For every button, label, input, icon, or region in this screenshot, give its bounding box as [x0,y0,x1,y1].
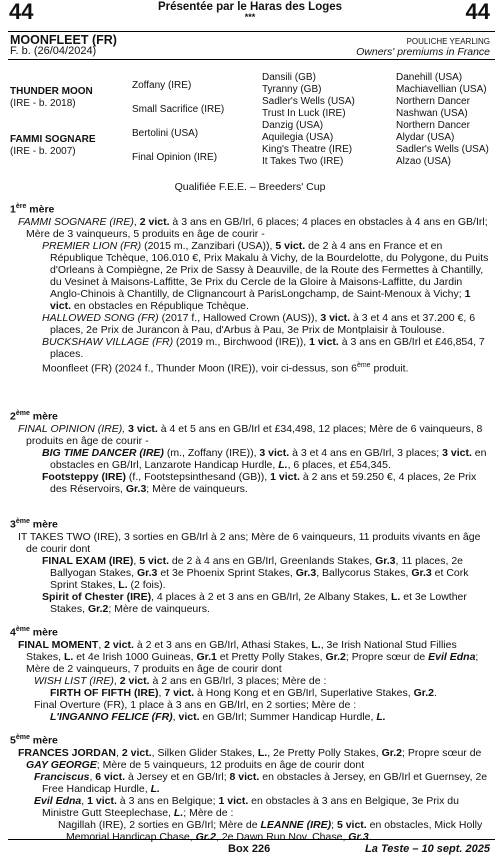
sire-info: (IRE - b. 2018) [10,98,76,109]
dam2-produce-2: Footsteppy (IRE) (f., Footstepsinthesand (GB)), 1 vict. à 2 ans et 59.250 €, 4 places, 2e Prix des Réservoirs, Gr.3; Mère de vainqueurs. [42,470,477,495]
section-dam2 [10,408,493,495]
pedigree-gen2-3: Bertolini (USA) [132,128,199,139]
dam3-summary: IT TAKES TWO (IRE), 3 sorties en GB/Irl à 2 ans; Mère de 6 vainqueurs, 11 produits vivants en âge de courir dont [18,530,481,555]
pedigree-gen4-5: Northern Dancer [396,120,470,131]
consignor-title: Présentée par le Haras des Loges [157,1,343,13]
dam3-heading: 3ème mère [10,518,58,531]
dam5-grandproduce-1: Nagillah (IRE), 2 sorties en GB/Irl; Mère de LEANNE (IRE); 5 vict. en obstacles, Mick Holly Memorial Handicap Chase, Gr.2, 2e Dawn Run Nov. Chase, Gr.3. [58,818,483,843]
pedigree-gen4-8: Alzao (USA) [396,156,452,167]
dam5-summary: FRANCES JORDAN, 2 vict., Silken Glider Stakes, L., 2e Pretty Polly Stakes, Gr.2; Propre sœur de GAY GEORGE; Mère de 5 vainqueurs, 12 produits en âge de courir dont [18,746,482,771]
dam4-grandproduce-1: FIRTH OF FIFTH (IRE), 7 vict. à Hong Kong et en GB/Irl, Superlative Stakes, Gr.2. [50,686,437,699]
dam4-produce-1: WISH LIST (IRE), 2 vict. à 2 ans en GB/Irl, 3 places; Mère de : [34,674,327,687]
qualification-note: Qualifiée F.E.E. – Breeders' Cup [174,181,326,193]
pedigree-gen4-2: Machiavellian (USA) [396,84,487,95]
dam1-heading: 1ère mère [10,203,55,216]
pedigree-gen4-1: Danehill (USA) [396,72,463,83]
dam2-summary: FINAL OPINION (IRE), 3 vict. à 4 et 5 ans en GB/Irl et £34,498, 12 places; Mère de 6 vainqueurs, 8 produits en âge de courir - [18,422,483,447]
lot-number-left: 44 [9,0,34,24]
dam1-produce-4: Moonfleet (FR) (2024 f., Thunder Moon (IRE)), voir ci-dessus, son 6ème produit. [42,361,409,374]
dam5-produce-2: Evil Edna, 1 vict. à 3 ans en Belgique; 1 vict. en obstacles à 3 ans en Belgique, 3e Prix du Ministre Gutt Steeplechase, L.; Mère de : [34,794,459,819]
consignor-stars: *** [244,12,256,22]
dam-name: FAMMI SOGNARE [10,134,96,145]
dam1-produce-1: PREMIER LION (FR) (2015 m., Zanzibari (USA)), 5 vict. de 2 à 4 ans en France et en République Tchèque, 106.010 €, Prix Makalu à Vichy, de la Bourdelotte, du Polygone, du Puits d'Orleans à Compiègne, 2e Prix de Sassy à Deauville, de la Route des Fermettes à Chantilly, du Vesinet à Maisons-Laffitte, 3e Prix du Cercle de la Gloire à Maisons-Laffitte, du Jardin Anglo-Chinois à Chantilly, de Clignancourt à ParisLongchamp, de Saint-Menoux à Vichy; 1 vict. en obstacles en République Tchèque. [42,239,489,312]
dam5-heading: 5ème mère [10,734,58,747]
pedigree-gen3-7: King's Theatre (IRE) [262,144,353,155]
footer-venue-date: La Teste – 10 sept. 2025 [365,843,490,855]
horse-name: MOONFLEET (FR) [10,33,117,47]
dam1-summary: FAMMI SOGNARE (IRE), 2 vict. à 3 ans en GB/Irl, 6 places; 4 places en obstacles à 4 ans en GB/Irl; Mère de 3 vainqueurs, 5 produits en âge de courir - [18,215,488,240]
dam1-produce-2: HALLOWED SONG (FR) (2017 f., Hallowed Crown (AUS)), 3 vict. à 3 et 4 ans et 37.200 €, 6 places, 2e Prix de Jurancon à Pau, d'Arbus à Pau, 3e Prix de Montplaisir à Toulouse. [42,311,476,336]
horse-category: POULICHE YEARLING [406,37,490,46]
header-rule [8,31,495,32]
pedigree-gen3-8: It Takes Two (IRE) [262,156,344,167]
footer-rule [8,839,495,840]
dam2-heading: 2ème mère [10,410,58,423]
dam2-produce-1: BIG TIME DANCER (IRE) (m., Zoffany (IRE)), 3 vict. à 3 et 4 ans en GB/Irl, 3 places; 3 vict. en obstacles en GB/Irl, Lanzarote Handicap Hurdle, L., 6 places, et £54,345. [42,446,487,471]
dam3-produce-1: FINAL EXAM (IRE), 5 vict. de 2 à 4 ans en GB/Irl, Greenlands Stakes, Gr.3, 11 places, 2e Ballyogan Stakes, Gr.3 et 3e Phoenix Sprint Stakes, Gr.3, Ballycorus Stakes, Gr.3 et Cork Sprint Stakes, L. (2 fois). [42,554,469,591]
dam4-grandproduce-2: L'INGANNO FELICE (FR), vict. en GB/Irl; Summer Handicap Hurdle, L. [50,710,386,723]
pedigree-gen2-1: Zoffany (IRE) [132,80,192,91]
dam3-produce-2: Spirit of Chester (IRE), 4 places à 2 et 3 ans en GB/Irl, 2e Albany Stakes, L. et 3e Lowther Stakes, Gr.2; Mère de vainqueurs. [42,590,467,615]
pedigree-gen4-6: Alydar (USA) [396,132,455,143]
dam5-produce-1: Franciscus, 6 vict. à Jersey et en GB/Irl; 8 vict. en obstacles à Jersey, en GB/Irl et Guernsey, 2e Free Handicap Hurdle, L. [34,770,488,795]
pedigree-gen3-4: Trust In Luck (IRE) [262,108,346,119]
dam4-summary: FINAL MOMENT, 2 vict. à 2 et 3 ans en GB/Irl, Athasi Stakes, L., 3e Irish National Stud Fillies Stakes, L. et 4e Irish 1000 Guineas, Gr.1 et Pretty Polly Stakes, Gr.2; Propre sœur de Evil Edna; Mère de 2 vainqueurs, 7 produits en âge de courir dont [18,638,479,675]
pedigree-gen2-2: Small Sacrifice (IRE) [132,104,225,115]
pedigree-gen4-3: Northern Dancer [396,96,470,107]
dam4-heading: 4ème mère [10,626,58,639]
pedigree-gen4-4: Nashwan (USA) [396,108,468,119]
pedigree-gen3-2: Tyranny (GB) [262,84,322,95]
section-dam1 [10,201,493,374]
lot-number-right: 44 [465,0,490,24]
footer-box: Box 226 [228,843,271,855]
owners-premiums-note: Owners' premiums in France [356,46,490,58]
pedigree-gen3-3: Sadler's Wells (USA) [262,96,355,107]
section-dam5 [10,732,493,843]
pedigree-top-rule [8,59,495,60]
pedigree-gen3-5: Danzig (USA) [262,120,324,131]
pedigree-gen3-6: Aquilegia (USA) [262,132,334,143]
section-dam4 [10,624,493,723]
dam1-produce-3: BUCKSHAW VILLAGE (FR) (2019 m., Birchwood (IRE)), 1 vict. à 3 ans en GB/Irl et £46,854, 7 places. [42,335,485,360]
sire-name: THUNDER MOON [10,86,93,97]
section-dam3 [10,516,493,615]
pedigree-gen4-7: Sadler's Wells (USA) [396,144,489,155]
horse-sex-dob: F. b. (26/04/2024) [10,45,97,57]
pedigree-gen2-4: Final Opinion (IRE) [132,152,218,163]
pedigree-gen3-1: Dansili (GB) [262,72,316,83]
dam-info: (IRE - b. 2007) [10,146,76,157]
dam4-produce-2: Final Overture (FR), 1 place à 3 ans en GB/Irl, en 2 sorties; Mère de : [34,698,357,711]
